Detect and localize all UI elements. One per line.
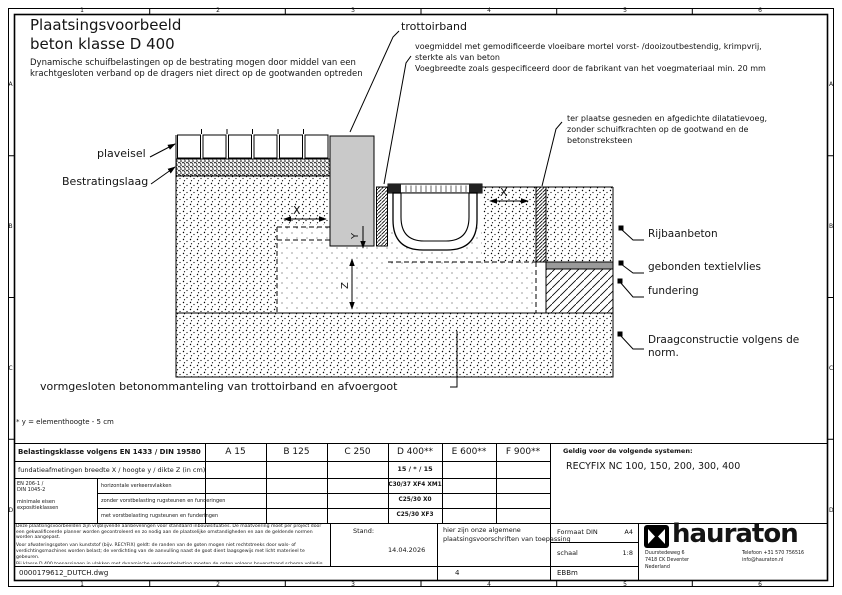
label-fundering: fundering (648, 285, 699, 297)
drawing-filename: 0000179612_DUTCH.dwg (19, 569, 109, 577)
stand-label: Stand: (353, 527, 375, 535)
ruler-bottom-4: 4 (487, 581, 491, 588)
ruler-top-3: 3 (351, 7, 355, 14)
page-title-line2: beton klasse D 400 (30, 35, 175, 53)
ruler-left-b: B (8, 223, 13, 230)
title-note: Dynamische schuifbelastingen op de bestrating mogen door middel van een krachtgesloten verband op de dragers niet direct op de gootwanden optreden (30, 58, 363, 80)
foundation-d400-value: 15 / * / 15 (397, 465, 433, 473)
page-title-line1: Plaatsingsvoorbeeld (30, 16, 182, 34)
foundation-label: fundatieafmetingen breedte X / hoogte y / dikte Z (in cm) (18, 466, 206, 474)
company-address3: Nederland (645, 565, 670, 570)
class-e600: E 600** (451, 447, 487, 457)
beton-row-label-3: met vorstbelasting rugsteunen en funderingen (101, 513, 219, 519)
label-voegmiddel-2: sterkte als van beton (415, 53, 500, 62)
beton-row-label-2: zonder vorstbelasting rugsteunen en funderingen (101, 498, 226, 504)
paving-bed-layer (176, 159, 330, 176)
ruler-right-a: A (829, 81, 834, 88)
general-note-line1: hier zijn onze algemene (443, 526, 521, 534)
class-d400: D 400** (397, 447, 433, 457)
ruler-bottom-1: 1 (80, 581, 84, 588)
company-phone: Telefoon +31 570 756516 (742, 551, 805, 556)
disclaimer-p3 (16, 562, 327, 564)
table-line (97, 478, 98, 523)
label-footnote: * y = elementhoogte - 5 cm (16, 418, 114, 426)
table-line (97, 493, 550, 494)
general-note-line2: plaatsingsvoorschriften van toepassing (443, 535, 571, 543)
hauraton-logo-text: hauraton (672, 519, 798, 549)
bedding-sand (176, 176, 330, 225)
road-concrete-right (546, 187, 613, 262)
norm-line1: EN 206-1 / (17, 481, 44, 487)
class-f900: F 900** (505, 447, 541, 457)
class-b125: B 125 (283, 447, 310, 457)
label-voegmiddel-1: voegmiddel met gemodificeerde vloeibare mortel vorst- /dooizoutbestendig, krimpvrij, (415, 42, 762, 51)
ruler-bottom-2: 2 (216, 581, 220, 588)
ruler-right-b: B (829, 223, 834, 230)
label-draagconstructie: Draagconstructie volgens de norm. (648, 334, 800, 360)
class-a15: A 15 (225, 447, 246, 457)
table-line (330, 523, 331, 566)
table-load-class-header: Belastingsklasse volgens EN 1433 / DIN 19580 (18, 448, 201, 456)
label-voegmiddel-3: Voegbreedte zoals gespecificeerd door de fabrikant van het voegmateriaal min. 20 mm (415, 64, 766, 73)
ruler-right-c: C (829, 365, 834, 372)
beton-row-label-1: horizontale verkeersvlakken (101, 483, 172, 489)
label-dilatatie-2: zonder schuifkrachten op de gootwand en de (567, 125, 749, 134)
disclaimer-block (16, 524, 327, 564)
ruler-left-c: C (8, 365, 13, 372)
label-betonommanteling: vormgesloten betonommanteling van trottoirband en afvoergoot (40, 380, 398, 393)
label-trottoirband: trottoirband (401, 20, 467, 33)
norm-line4: expositieklassen (17, 505, 59, 511)
sheet-number: 4 (455, 569, 460, 577)
label-rijbaanbeton: Rijbaanbeton (648, 228, 718, 240)
stand-date: 14.04.2026 (388, 546, 426, 554)
drawing-code: EBBm (557, 569, 578, 577)
label-textielvlies: gebonden textielvlies (648, 261, 761, 273)
joint-strip-left (377, 187, 388, 246)
format-label: Formaat DIN (557, 528, 598, 536)
table-line (14, 443, 828, 444)
label-dilatatie-1: ter plaatse gesneden en afgedichte dilatatievoeg, (567, 114, 768, 123)
table-line (97, 508, 550, 509)
dim-z: Z (340, 282, 351, 289)
beton-row-value-1: C30/37 XF4 XM1 (388, 482, 442, 488)
table-line (638, 523, 639, 581)
dilatation-joint-strip (536, 187, 546, 262)
label-plaveisel: plaveisel (97, 147, 146, 160)
label-dilatatie-3: betonstreksteen (567, 136, 633, 145)
table-line (437, 523, 438, 581)
table-line (14, 478, 550, 479)
bedding-sand-lower (176, 225, 277, 313)
systems-header: Geldig voor de volgende systemen: (563, 447, 693, 455)
ruler-bottom-3: 3 (351, 581, 355, 588)
disclaimer-p1: Deze plaatsingsvoorbeelden zijn vrijblijvende aanbevelingen voor standaard inbouwsituaties. De maatvoering moet per project door een gekwalificeerde planner worden gecontroleerd en zo nodig aan de plaatselijke omstandigheden en aan de geldende normen worden aangepast. (16, 524, 322, 541)
norm-line3: minimale eisen (17, 499, 56, 505)
table-line (550, 443, 551, 581)
ruler-top-6: 6 (758, 7, 762, 14)
company-email: info@hauraton.nl (742, 558, 784, 563)
disclaimer-p2: Voor afwateringsgoten van kunststof (bijv. RECYFIX) geldt: de randen van de goten mogen niet rechtstreeks door wals- of verdichtingsmachines worden belast; de verdichting van de aanvulling naast de goot dient laagsgewijs met licht materieel te gebeuren. (16, 543, 305, 560)
label-bestratingslaag: Bestratingslaag (62, 175, 149, 188)
table-line (14, 566, 638, 567)
ruler-bottom-5: 5 (623, 581, 627, 588)
beton-row-value-2: C25/30 X0 (398, 497, 432, 503)
company-address2: 7418 CK Deventer (645, 558, 690, 563)
ruler-top-4: 4 (487, 7, 491, 14)
format-value: A4 (624, 528, 633, 536)
scale-label: schaal (557, 549, 578, 557)
foundation-layer (546, 269, 613, 313)
ruler-right-d: D (829, 507, 834, 514)
ruler-top-5: 5 (623, 7, 627, 14)
road-concrete-left (482, 187, 536, 262)
hauraton-logo-icon (644, 525, 669, 548)
ruler-bottom-6: 6 (758, 581, 762, 588)
class-c250: C 250 (344, 447, 371, 457)
dim-y: Y (350, 232, 361, 239)
scale-value: 1:8 (622, 549, 633, 557)
table-line (14, 461, 550, 462)
systems-list: RECYFIX NC 100, 150, 200, 300, 400 (566, 461, 741, 472)
paving-blocks (178, 129, 329, 158)
channel-grate (388, 184, 482, 193)
textile-layer (546, 262, 613, 269)
dim-x-right: X (500, 186, 508, 199)
curb-shape (330, 136, 374, 246)
ruler-top-2: 2 (216, 7, 220, 14)
beton-row-value-3: C25/30 XF3 (396, 512, 434, 518)
norm-line2: DIN 1045-2 (17, 487, 46, 493)
ruler-left-a: A (8, 81, 13, 88)
subbase-layer (176, 313, 613, 377)
company-address1: Duurstedeweg 6 (645, 551, 685, 556)
channel-body (393, 193, 477, 250)
ruler-top-1: 1 (80, 7, 84, 14)
ruler-left-d: D (8, 507, 14, 514)
dim-x-left: X (293, 204, 301, 217)
